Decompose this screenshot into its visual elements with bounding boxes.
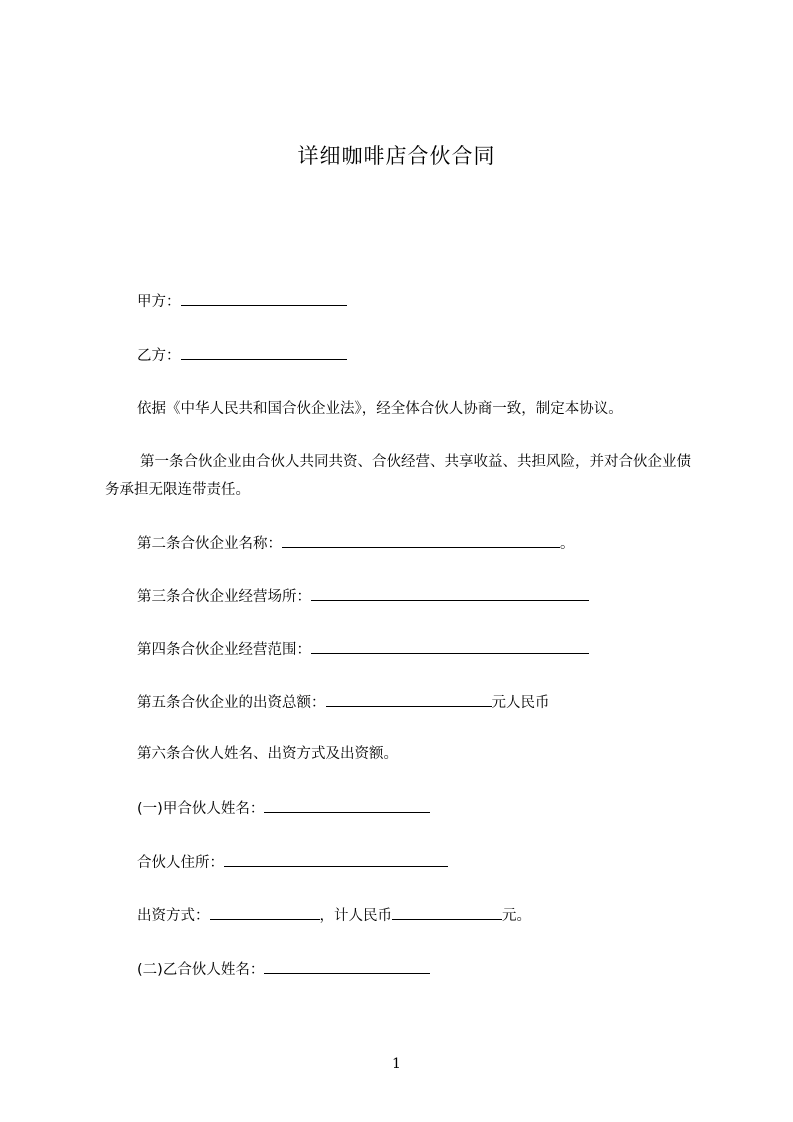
article-6: 第六条合伙人姓名、出资方式及出资额。 — [137, 746, 398, 762]
party-a-blank — [181, 290, 347, 306]
article-3-line — [137, 585, 589, 608]
article-4-line — [137, 638, 589, 661]
residence-blank — [224, 851, 448, 867]
partner-1-label: (一)甲合伙人姓名： — [137, 801, 265, 817]
article-5-label: 第五条合伙企业的出资总额： — [137, 695, 326, 711]
article-3-blank — [311, 585, 589, 601]
party-b-label: 乙方： — [137, 348, 181, 364]
party-b-blank — [181, 344, 347, 360]
intro-paragraph: 依据《中华人民共和国合伙企业法》，经全体合伙人协商一致，制定本协议。 — [137, 401, 623, 417]
party-a-label: 甲方： — [137, 294, 181, 310]
article-5-suffix: 元人民币 — [491, 695, 550, 711]
partner-2-line — [137, 958, 430, 981]
partner-1-blank — [264, 797, 430, 813]
party-a-line — [137, 290, 347, 313]
page-number: 1 — [392, 1056, 401, 1072]
article-1: 第一条合伙企业由合伙人共同共资、合伙经营、共享收益、共担风险，并对合伙企业债务承担无限连带责任。 — [105, 454, 691, 498]
residence-line — [137, 851, 448, 874]
contribution-middle: ，计人民币 — [319, 908, 392, 924]
contribution-method-blank — [210, 904, 320, 920]
article-4-label: 第四条合伙企业经营范围： — [137, 642, 311, 658]
partner-2-label: (二)乙合伙人姓名： — [137, 962, 265, 978]
contribution-suffix: 元。 — [502, 908, 531, 924]
contribution-label: 出资方式： — [137, 908, 210, 924]
article-2-suffix: 。 — [560, 536, 575, 552]
partner-2-blank — [264, 958, 430, 974]
article-2-blank — [282, 532, 560, 548]
article-2-line — [137, 532, 575, 555]
residence-label: 合伙人住所： — [137, 855, 224, 871]
article-2-label: 第二条合伙企业名称： — [137, 536, 282, 552]
article-3-label: 第三条合伙企业经营场所： — [137, 589, 311, 605]
partner-1-line — [137, 797, 430, 820]
contribution-amount-blank — [392, 904, 502, 920]
article-5-line — [137, 691, 550, 714]
party-b-line — [137, 344, 347, 367]
article-5-blank — [326, 691, 492, 707]
contribution-line — [137, 904, 531, 927]
document-title: 详细咖啡店合伙合同 — [297, 144, 496, 168]
article-4-blank — [311, 638, 589, 654]
